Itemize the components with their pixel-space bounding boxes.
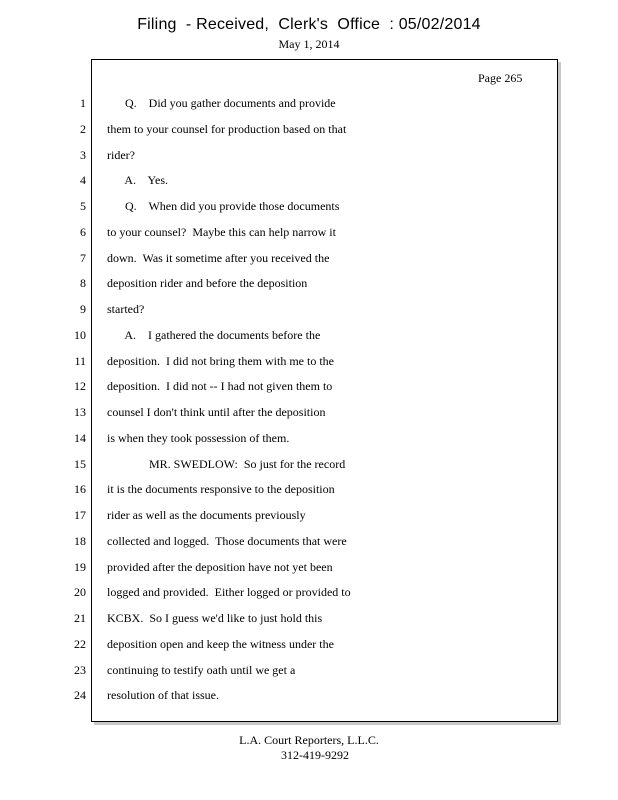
transcript-line: to your counsel? Maybe this can help narrow it bbox=[107, 225, 336, 239]
transcript-line: Q. When did you provide those documents bbox=[107, 199, 340, 213]
line-number: 22 bbox=[74, 637, 86, 651]
transcript-line: them to your counsel for production based on that bbox=[107, 122, 347, 136]
line-number: 12 bbox=[74, 379, 86, 393]
transcript-line: started? bbox=[107, 302, 145, 316]
transcript-line: KCBX. So I guess we'd like to just hold this bbox=[107, 611, 323, 625]
transcript-line: it is the documents responsive to the deposition bbox=[107, 482, 335, 496]
line-number: 7 bbox=[80, 251, 86, 265]
transcript-line: deposition open and keep the witness under the bbox=[107, 637, 334, 651]
line-number: 19 bbox=[74, 560, 86, 574]
transcript-line: deposition rider and before the deposition bbox=[107, 276, 308, 290]
transcript-line: Q. Did you gather documents and provide bbox=[107, 96, 336, 110]
document-date: May 1, 2014 bbox=[278, 37, 340, 51]
transcript-line: provided after the deposition have not yet been bbox=[107, 560, 333, 574]
reporter-phone: 312-419-9292 bbox=[281, 748, 349, 762]
transcript-line: is when they took possession of them. bbox=[107, 431, 290, 445]
line-number: 3 bbox=[80, 148, 86, 162]
transcript-line: counsel I don't think until after the deposition bbox=[107, 405, 326, 419]
filing-stamp: Filing - Received, Clerk's Office : 05/02/2014 bbox=[137, 16, 481, 33]
page-number: Page 265 bbox=[478, 71, 523, 85]
transcript-line: A. I gathered the documents before the bbox=[107, 328, 321, 342]
transcript-line: deposition. I did not bring them with me to the bbox=[107, 354, 334, 368]
line-number: 14 bbox=[74, 431, 86, 445]
line-number: 4 bbox=[80, 173, 86, 187]
transcript-line: A. Yes. bbox=[107, 173, 169, 187]
line-number: 5 bbox=[80, 199, 86, 213]
line-number: 16 bbox=[74, 482, 86, 496]
line-number: 1 bbox=[80, 96, 86, 110]
transcript-line: MR. SWEDLOW: So just for the record bbox=[107, 457, 346, 471]
transcript-line: down. Was it sometime after you received the bbox=[107, 251, 330, 265]
transcript-line: rider? bbox=[107, 148, 135, 162]
transcript-line: collected and logged. Those documents that were bbox=[107, 534, 347, 548]
line-number: 21 bbox=[74, 611, 86, 625]
transcript-line: rider as well as the documents previously bbox=[107, 508, 306, 522]
line-number: 11 bbox=[74, 354, 86, 368]
transcript-line: deposition. I did not -- I had not given them to bbox=[107, 379, 333, 393]
line-number: 10 bbox=[74, 328, 86, 342]
transcript-line: resolution of that issue. bbox=[107, 688, 219, 702]
line-number: 20 bbox=[74, 585, 86, 599]
transcript-line: logged and provided. Either logged or provided to bbox=[107, 585, 351, 599]
line-number: 9 bbox=[80, 302, 86, 316]
transcript-line: continuing to testify oath until we get a bbox=[107, 663, 296, 677]
line-number: 2 bbox=[80, 122, 86, 136]
line-number: 24 bbox=[74, 688, 86, 702]
line-number: 15 bbox=[74, 457, 86, 471]
line-number: 23 bbox=[74, 663, 86, 677]
line-number: 13 bbox=[74, 405, 86, 419]
line-number: 6 bbox=[80, 225, 86, 239]
reporter-company: L.A. Court Reporters, L.L.C. bbox=[239, 733, 379, 747]
line-number: 17 bbox=[74, 508, 86, 522]
line-number: 8 bbox=[80, 276, 86, 290]
line-number: 18 bbox=[74, 534, 86, 548]
